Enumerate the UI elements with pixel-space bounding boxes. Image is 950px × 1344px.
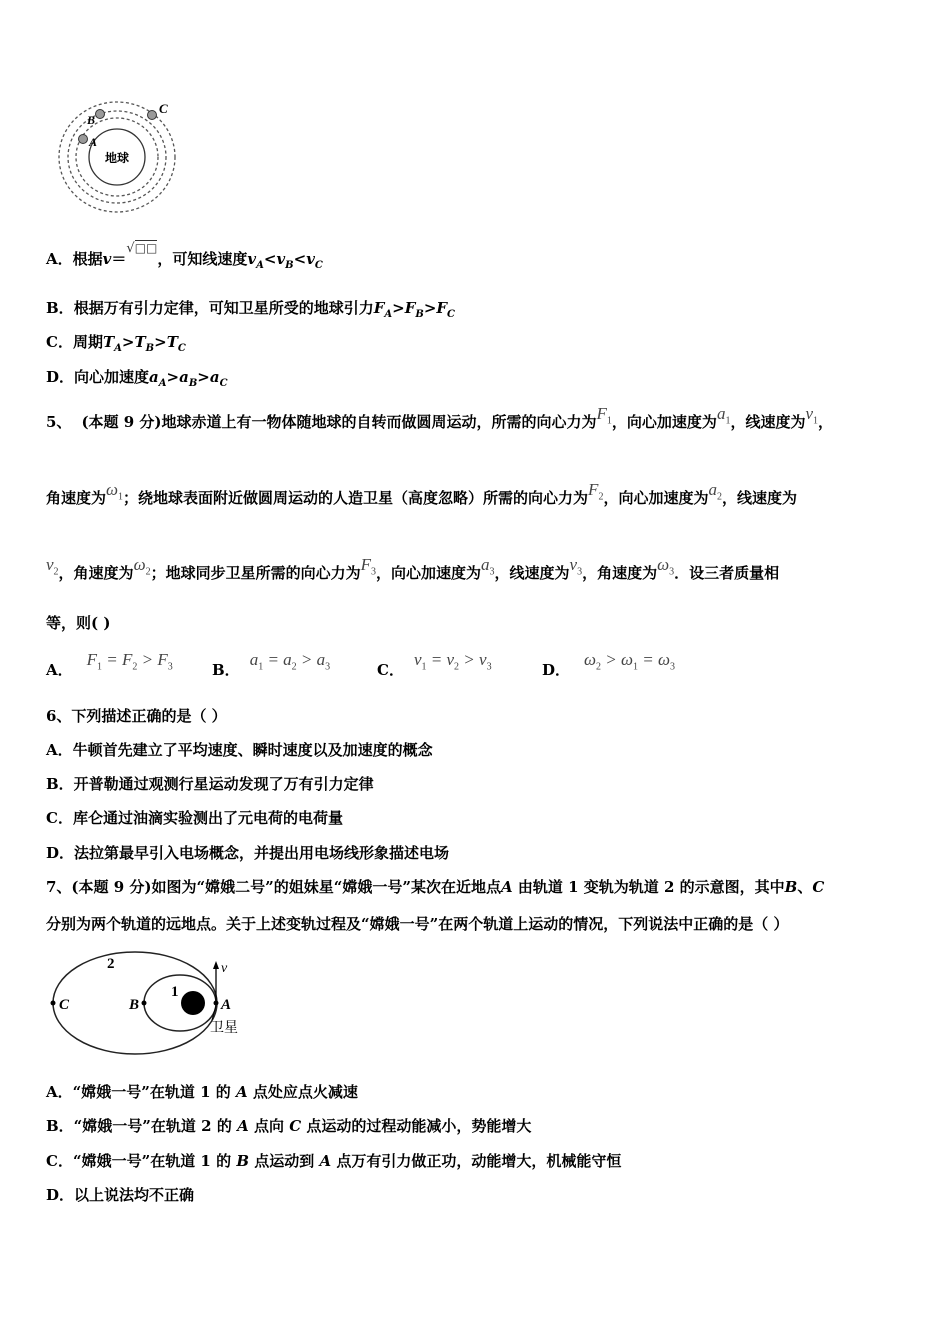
q5-line4: 等，则( )	[46, 614, 111, 632]
q4-option-c: C．周期$T_A>T_B>T_C$	[46, 333, 186, 354]
q6-option-d: D．法拉第最早引入电场概念，并提出用电场线形象描述电场	[46, 844, 450, 862]
q7-option-b: B．“嫦娥一号”在轨道 2 的 A 点向 C 点运动的过程动能减小，势能增大	[46, 1117, 532, 1135]
orbit-1-label: 1	[171, 984, 179, 1000]
satellite-b	[96, 110, 105, 119]
label-c-point: C	[59, 997, 70, 1013]
sqrt-formula: √□□	[126, 241, 158, 256]
point-c	[51, 1001, 56, 1006]
satellite-c	[148, 111, 157, 120]
label-b-point: B	[129, 997, 140, 1013]
q4-option-d: D．向心加速度$a_A>a_B>a_C$	[46, 368, 228, 389]
q5-option-a: A．$F_1 = F_2 > F_3$	[46, 650, 173, 679]
q7-option-a: A．“嫦娥一号”在轨道 1 的 A 点处应点火减速	[46, 1083, 358, 1101]
q5-option-b: B．$a_1 = a_2 > a_3$	[212, 650, 331, 679]
label-c: C	[159, 101, 168, 116]
q6-option-a: A．牛顿首先建立了平均速度、瞬时速度以及加速度的概念	[46, 741, 433, 759]
label-b: B	[87, 113, 96, 127]
earth-label: 地球	[104, 151, 130, 165]
q6-option-c: C．库仑通过油滴实验测出了元电荷的电荷量	[46, 809, 343, 827]
point-b	[142, 1001, 147, 1006]
q4-option-a: A．根据v＝√□□，可知线速度$v_A<v_B<v_C$	[46, 241, 323, 271]
orbit-1	[144, 975, 216, 1031]
q7-option-c: C．“嫦娥一号”在轨道 1 的 B 点运动到 A 点万有引力做正功，动能增大，机械能守恒	[46, 1152, 622, 1170]
orbit-transfer-figure	[44, 950, 259, 1062]
label-satellite: 卫星	[210, 1020, 238, 1036]
q7-line1: 7、(本题 9 分)如图为“嫦娥二号”的姐妹星“嫦娥一号”某次在近地点A 由轨道 1 变轨为轨道 2 的示意图，其中B、C	[46, 878, 825, 896]
velocity-arrowhead	[213, 961, 219, 969]
label-velocity: v	[221, 961, 228, 976]
q4-option-b: B．根据万有引力定律，可知卫星所受的地球引力$F_A>F_B>F_C$	[46, 299, 456, 320]
q6-stem: 6、下列描述正确的是（ ）	[46, 707, 227, 725]
q5-line3: $v_2$，角速度为$\omega_2$；地球同步卫星所需的向心力为$F_3$，向心加速度为$a_3$，线速度为$v_3$，角速度为$\omega_3$．设三者质量相	[46, 555, 780, 582]
satellite-a	[79, 135, 88, 144]
q5-line1: 5、 (本题 9 分)地球赤道上有一物体随地球的自转而做圆周运动，所需的向心力为$F_1$，向心加速度为$a_1$，线速度为$v_1$，	[46, 404, 834, 431]
orbit-2-label: 2	[107, 956, 115, 972]
label-a: A	[89, 135, 98, 149]
label-a-point: A	[221, 997, 232, 1013]
q5-line2: 角速度为$\omega_1$；绕地球表面附近做圆周运动的人造卫星（高度忽略）所需的向心力为$F_2$，向心加速度为$a_2$，线速度为	[46, 480, 797, 507]
q7-option-d: D．以上说法均不正确	[46, 1186, 195, 1204]
q6-option-b: B．开普勒通过观测行星运动发现了万有引力定律	[46, 775, 374, 793]
q7-line2: 分别为两个轨道的远地点。关于上述变轨过程及“嫦娥一号”在两个轨道上运动的情况，下列说法中正确的是（ ）	[46, 915, 789, 933]
earth-disk	[181, 991, 205, 1015]
q5-option-c: C．$v_1 = v_2 > v_3$	[377, 650, 492, 679]
q5-option-d: D．$\omega_2 > \omega_1 = \omega_3$	[542, 650, 676, 679]
satellite-orbits-figure	[55, 95, 185, 220]
